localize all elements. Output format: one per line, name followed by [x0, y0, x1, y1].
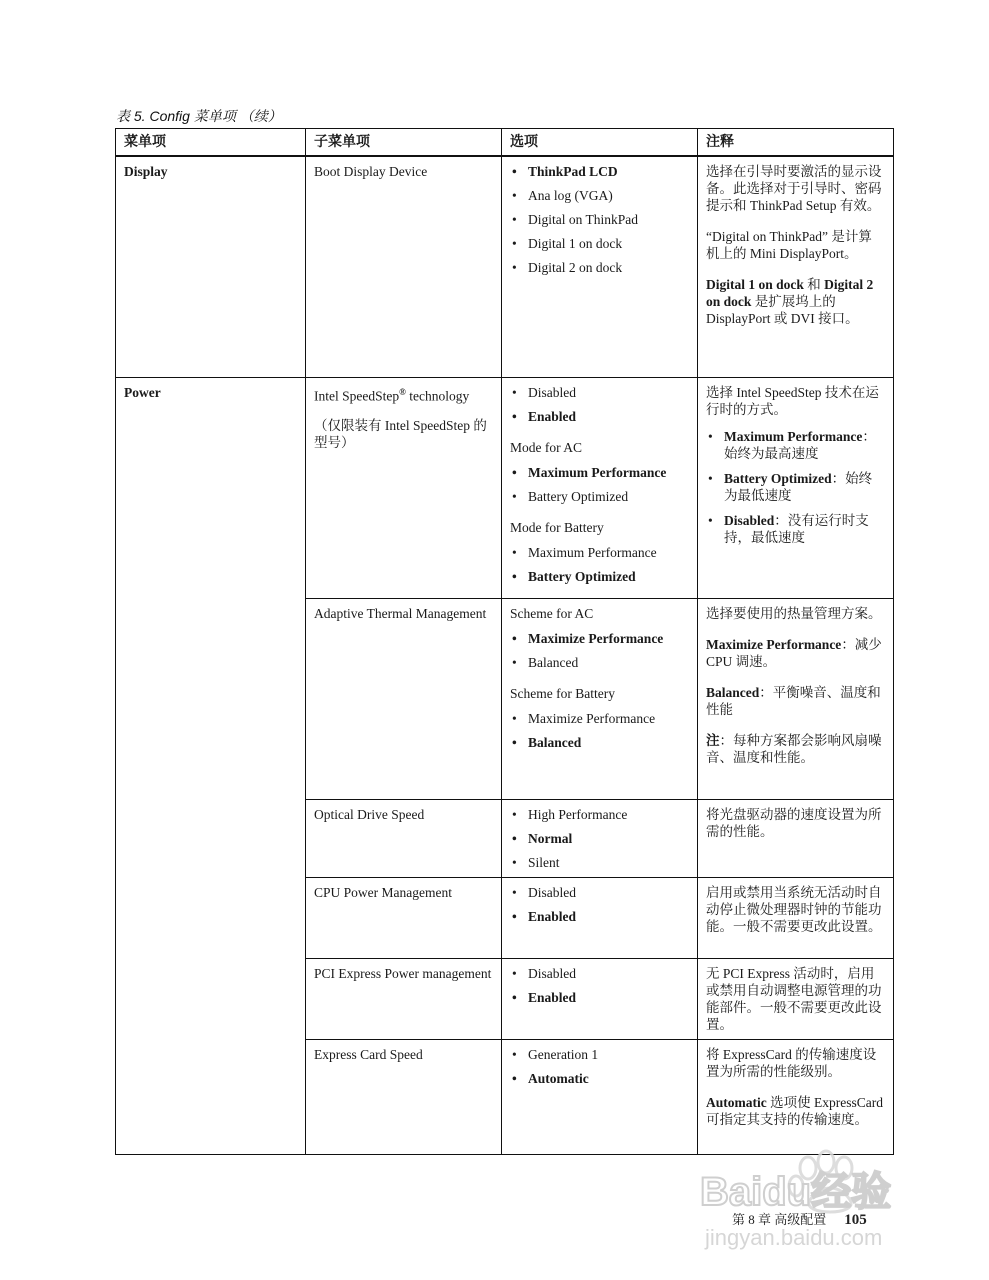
- note-text-part: ：平衡噪音、温度和性能: [706, 685, 881, 717]
- option-item: • Maximum Performance: [510, 544, 689, 561]
- note-item: [706, 470, 885, 504]
- submenu-cpu-power: CPU Power Management: [306, 878, 502, 959]
- option-item: • Disabled: [510, 965, 689, 982]
- submenu-name: Intel SpeedStep: [314, 388, 400, 404]
- watermark-text: Baidu经验: [700, 1170, 892, 1214]
- table-caption: 表 5. Config 菜单项 （续）: [116, 108, 282, 124]
- note-label: Maximum Performance: [724, 429, 863, 444]
- submenu-pci-express-power: PCI Express Power management: [306, 959, 502, 1040]
- option-item: • Digital on ThinkPad: [510, 211, 689, 228]
- notes-express-card: [698, 1040, 894, 1155]
- note-text: [706, 732, 885, 766]
- header-options: 选项: [502, 129, 698, 157]
- note-label: Battery Optimized: [724, 471, 832, 486]
- header-notes: 注释: [698, 129, 894, 157]
- table-row-express-card: [116, 1040, 894, 1155]
- note-text-part: 和: [803, 277, 825, 292]
- menu-cell-empty: [116, 599, 306, 800]
- options-speedstep: [502, 378, 698, 599]
- note-label: Maximize Performance: [706, 637, 842, 652]
- submenu-name-tail: technology: [405, 388, 470, 404]
- page-number: 105: [844, 1212, 867, 1228]
- option-item: • Normal: [510, 830, 689, 847]
- option-item: • Ana log (VGA): [510, 187, 689, 204]
- option-group-heading: Scheme for Battery: [510, 686, 615, 701]
- option-item: • Enabled: [510, 908, 689, 925]
- submenu-express-card-speed: Express Card Speed: [306, 1040, 502, 1155]
- table-header-row: [116, 129, 894, 157]
- table-row-speedstep: [116, 378, 894, 599]
- options-optical: [502, 800, 698, 878]
- table-row-boot-display: [116, 156, 894, 378]
- submenu-boot-display-device: Boot Display Device: [306, 156, 502, 378]
- option-item: • Enabled: [510, 989, 689, 1006]
- menu-cell-empty: [116, 800, 306, 878]
- submenu-speedstep: [306, 378, 502, 599]
- option-item: • Disabled: [510, 884, 689, 901]
- note-item: [706, 428, 885, 462]
- option-item: • Generation 1: [510, 1046, 689, 1063]
- options-thermal: [502, 599, 698, 800]
- watermark-subtext: jingyan.baidu.com: [705, 1225, 883, 1250]
- options-boot-display: [502, 156, 698, 378]
- option-item: • Battery Optimized: [510, 568, 689, 585]
- menu-cell-empty: [116, 959, 306, 1040]
- note-label: 注: [706, 733, 720, 748]
- option-item: • Digital 2 on dock: [510, 259, 689, 276]
- option-item: • Balanced: [510, 654, 689, 671]
- menu-display: Display: [116, 156, 306, 378]
- menu-cell-empty: [116, 878, 306, 959]
- note-text-part: ：减少 CPU 调速。: [706, 637, 882, 669]
- note-label: Digital 1 on dock: [706, 277, 804, 292]
- note-text-part: ：每种方案都会影响风扇噪音、温度和性能。: [706, 733, 882, 765]
- header-menu: 菜单项: [116, 129, 306, 157]
- option-item: • ThinkPad LCD: [510, 163, 689, 180]
- note-text: [706, 276, 885, 327]
- option-item: • High Performance: [510, 806, 689, 823]
- note-text-part: ：没有运行时支持，最低速度: [724, 513, 869, 545]
- notes-speedstep: [698, 378, 894, 599]
- notes-pci-express: 无 PCI Express 活动时，启用或禁用自动调整电源管理的功能部件。一般不需要更改此设置。: [698, 959, 894, 1040]
- menu-cell-empty: [116, 1040, 306, 1155]
- submenu-adaptive-thermal: Adaptive Thermal Management: [306, 599, 502, 800]
- notes-optical: 将光盘驱动器的速度设置为所需的性能。: [698, 800, 894, 878]
- chapter-label: 第 8 章 高级配置: [732, 1212, 827, 1227]
- option-item: • Silent: [510, 854, 689, 871]
- option-item: • Automatic: [510, 1070, 689, 1087]
- options-cpu-power: [502, 878, 698, 959]
- note-label: Digital 2 on dock: [706, 277, 874, 309]
- note-label: Disabled: [724, 513, 775, 528]
- option-item: • Balanced: [510, 734, 689, 751]
- note-text: 选择在引导时要激活的显示设备。此选择对于引导时、密码提示和 ThinkPad Setup 有效。: [706, 164, 882, 213]
- note-label: Automatic: [706, 1095, 767, 1110]
- option-item: • Disabled: [510, 384, 689, 401]
- header-submenu: 子菜单项: [306, 129, 502, 157]
- option-group-heading: Mode for AC: [510, 440, 582, 455]
- notes-thermal: [698, 599, 894, 800]
- note-text: “Digital on ThinkPad” 是计算机上的 Mini DisplayPort。: [706, 229, 872, 261]
- note-text: 选择要使用的热量管理方案。: [706, 606, 882, 621]
- registered-mark: ®: [399, 387, 406, 397]
- note-item: [706, 512, 885, 546]
- table-row-cpu-power: [116, 878, 894, 959]
- option-group-heading: Mode for Battery: [510, 520, 604, 535]
- option-item: • Maximum Performance: [510, 464, 689, 481]
- note-text: [706, 1094, 885, 1128]
- table-row-pci-express: [116, 959, 894, 1040]
- note-text: 选择 Intel SpeedStep 技术在运行时的方式。: [706, 385, 879, 417]
- page-footer: [732, 1209, 867, 1229]
- baidu-watermark-logo: [700, 1140, 940, 1260]
- note-text-part: 选项使 ExpressCard 可指定其支持的传输速度。: [706, 1095, 883, 1127]
- submenu-title: [314, 384, 493, 405]
- table-row-optical: [116, 800, 894, 878]
- note-text-part: ：始终为最高速度: [724, 429, 876, 461]
- config-table: [115, 128, 894, 1155]
- notes-boot-display: [698, 156, 894, 378]
- note-text: 将 ExpressCard 的传输速度设置为所需的性能级别。: [706, 1047, 877, 1079]
- submenu-note: （仅限装有 Intel SpeedStep 的型号）: [314, 417, 487, 450]
- option-item: • Maximize Performance: [510, 630, 689, 647]
- options-pci-express: [502, 959, 698, 1040]
- option-group-heading: Scheme for AC: [510, 606, 594, 621]
- option-item: • Battery Optimized: [510, 488, 689, 505]
- option-item: • Maximize Performance: [510, 710, 689, 727]
- option-item: • Enabled: [510, 408, 689, 425]
- notes-cpu-power: 启用或禁用当系统无活动时自动停止微处理器时钟的节能功能。一般不需要更改此设置。: [698, 878, 894, 959]
- note-text-part: 是扩展坞上的 DisplayPort 或 DVI 接口。: [706, 294, 859, 326]
- submenu-optical-drive-speed: Optical Drive Speed: [306, 800, 502, 878]
- option-item: • Digital 1 on dock: [510, 235, 689, 252]
- note-text: [706, 684, 885, 718]
- options-express-card: [502, 1040, 698, 1155]
- note-text-part: ：始终为最低速度: [724, 471, 873, 503]
- menu-power: Power: [116, 378, 306, 599]
- note-text: [706, 636, 885, 670]
- table-row-thermal: [116, 599, 894, 800]
- note-label: Balanced: [706, 685, 760, 700]
